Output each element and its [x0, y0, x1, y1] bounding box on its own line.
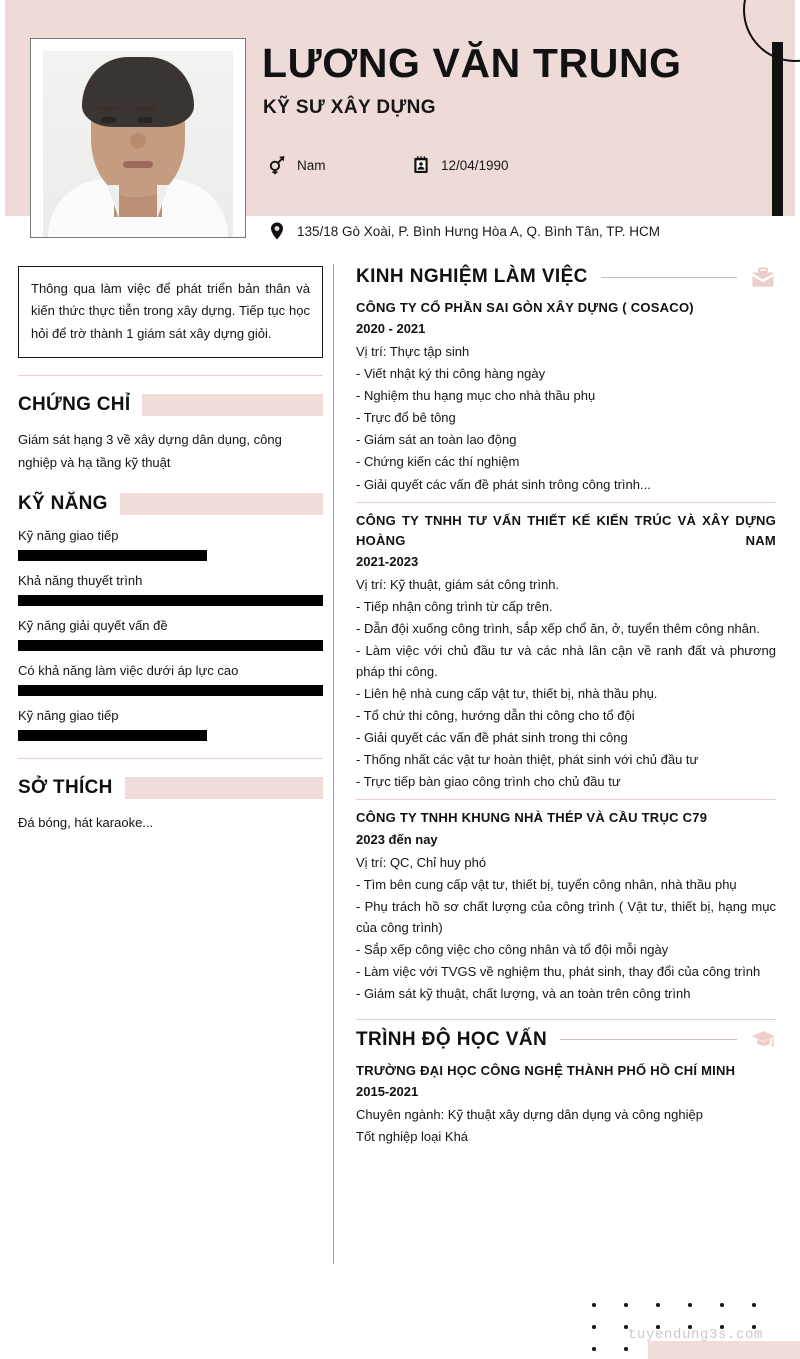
experience-date: 2021-2023	[356, 553, 419, 569]
certificates-title: CHỨNG CHỈ	[18, 394, 131, 416]
contact-gender	[266, 154, 326, 176]
photo-collar-left	[107, 185, 119, 219]
experience-line: - Dẫn đội xuống công trình, sắp xếp chổ ăn, ở, tuyển thêm công nhân.	[356, 621, 760, 637]
education-title: TRÌNH ĐỘ HỌC VẤN	[356, 1028, 548, 1050]
experience-line: - Nghiệm thu hạng mục cho nhà thầu phụ	[356, 388, 596, 404]
skill-track	[18, 640, 323, 651]
profile-photo-frame	[30, 38, 246, 238]
skill-label: Kỹ năng giải quyết vấn đề	[18, 617, 168, 633]
photo-collar-right	[157, 185, 169, 219]
hobbies-text: Đá bóng, hát karaoke...	[18, 814, 154, 830]
right-column	[356, 266, 776, 1158]
experience-title: KINH NGHIỆM LÀM VIỆC	[356, 266, 588, 287]
photo-nose	[130, 133, 146, 149]
contact-address	[266, 220, 660, 242]
experience-line: - Tiếp nhận công trình từ cấp trên.	[356, 598, 553, 614]
experience-line: - Tìm bên cung cấp vật tư, thiết bị, tuyển công nhân, nhà thầu phụ	[356, 876, 737, 892]
skill-fill	[18, 640, 323, 651]
certificates-title-bar	[142, 394, 323, 416]
experience-heading	[356, 266, 776, 288]
briefcase-icon	[750, 266, 776, 288]
experience-line: - Phụ trách hồ sơ chất lượng của công trình ( Vật tư, thiết bị, hạng mục của công trình)	[356, 898, 776, 935]
dot	[752, 1303, 756, 1307]
divider-before-hobbies	[18, 758, 323, 759]
education-heading	[356, 1029, 776, 1051]
experience-org: CÔNG TY TNHH KHUNG NHÀ THÉP VÀ CẦU TRỤC C79	[356, 810, 708, 826]
experience-line: - Sắp xếp công việc cho công nhân và tổ đội mỗi ngày	[356, 941, 669, 957]
skill-item	[18, 573, 323, 606]
photo-eye-left	[101, 117, 116, 123]
hobbies-title: SỞ THÍCH	[18, 776, 113, 798]
photo-brow-right	[136, 107, 156, 111]
education-heading-rule	[560, 1039, 737, 1040]
skill-fill	[18, 685, 323, 696]
experience-entry	[356, 502, 776, 800]
experience-line: - Trực đổ bê tông	[356, 410, 456, 426]
skill-item	[18, 708, 323, 741]
experience-line: - Chứng kiến các thí nghiệm	[356, 454, 520, 470]
experience-entry	[356, 799, 776, 1011]
experience-line: - Giám sát kỹ thuật, chất lượng, và an toàn trên công trình	[356, 985, 691, 1001]
section-hobbies	[18, 777, 323, 835]
skills-title-bar	[120, 493, 323, 515]
photo-hair	[82, 57, 194, 127]
experience-heading-rule	[601, 277, 737, 278]
section-experience	[356, 266, 776, 1011]
candidate-job-title: KỸ SƯ XÂY DỰNG	[263, 97, 436, 118]
certificates-heading	[18, 394, 323, 416]
skill-label: Khả năng thuyết trình	[18, 572, 143, 588]
skill-track	[18, 685, 323, 696]
id-card-icon	[410, 154, 432, 176]
column-divider	[333, 264, 334, 1264]
contact-dob-value: 12/04/1990	[441, 157, 509, 173]
certificates-text: Giám sát hạng 3 về xây dựng dân dụng, công nghiệp và hạ tầng kỹ thuật	[18, 432, 282, 470]
decorative-vertical-bar	[772, 42, 783, 216]
photo-brow-left	[98, 107, 118, 111]
skill-track	[18, 595, 323, 606]
photo-mouth	[123, 161, 153, 168]
contact-address-value: 135/18 Gò Xoài, P. Bình Hưng Hòa A, Q. Bình Tân, TP. HCM	[297, 223, 660, 239]
dot	[624, 1347, 628, 1351]
experience-org: CÔNG TY TNHH TƯ VẤN THIẾT KẾ KIẾN TRÚC VÀ XÂY DỰNG HOÀNG NAM	[356, 512, 776, 548]
skill-fill	[18, 595, 323, 606]
candidate-name: LƯƠNG VĂN TRUNG	[262, 40, 682, 86]
skill-track	[18, 730, 323, 741]
dot	[592, 1347, 596, 1351]
experience-line: - Làm việc với TVGS về nghiệm thu, phát sinh, thay đổi của công trình	[356, 963, 761, 979]
skill-label: Kỹ năng giao tiếp	[18, 707, 119, 723]
skill-item	[18, 528, 323, 561]
dot	[624, 1325, 628, 1329]
contact-dob	[410, 154, 509, 176]
hobbies-heading	[18, 777, 323, 799]
education-entry	[356, 1061, 776, 1154]
education-line: Chuyên ngành: Kỹ thuật xây dựng dân dụng và công nghiệp	[356, 1107, 703, 1123]
skill-track	[18, 550, 323, 561]
skill-label: Có khả năng làm việc dưới áp lực cao	[18, 662, 239, 678]
dot	[624, 1303, 628, 1307]
experience-line: - Giải quyết các vấn đề phát sinh trong thi công	[356, 730, 628, 746]
graduation-cap-icon	[750, 1029, 776, 1051]
experience-line: - Giải quyết các vấn đề phát sinh trông công trình...	[356, 476, 651, 492]
experience-line: - Thống nhất các vật tư hoàn thiệt, phát sinh với chủ đầu tư	[356, 752, 699, 768]
education-line: Tốt nghiệp loại Khá	[356, 1129, 469, 1145]
watermark-band	[648, 1341, 800, 1359]
experience-line: - Tổ chứ thi công, hướng dẫn thi công cho tổ đội	[356, 708, 635, 724]
section-certificates	[18, 394, 323, 475]
experience-line: Vị trí: QC, Chỉ huy phó	[356, 854, 487, 870]
experience-date: 2020 - 2021	[356, 321, 426, 337]
divider-after-objective	[18, 375, 323, 376]
dot	[656, 1303, 660, 1307]
education-org: TRƯỜNG ĐẠI HỌC CÔNG NGHỆ THÀNH PHỐ HỒ CHÍ MINH	[356, 1062, 736, 1078]
watermark-text: tuyendung3s.com	[628, 1327, 764, 1343]
dot	[592, 1325, 596, 1329]
location-pin-icon	[266, 220, 288, 242]
experience-entry	[356, 298, 776, 502]
dot	[720, 1303, 724, 1307]
skill-item	[18, 663, 323, 696]
experience-line: - Làm việc với chủ đầu tư và các nhà lân cận về ranh đất và phương pháp thi công.	[356, 643, 776, 680]
section-education	[356, 1019, 776, 1154]
contact-gender-value: Nam	[297, 157, 326, 173]
skills-heading	[18, 493, 323, 515]
skills-title: KỸ NĂNG	[18, 492, 108, 514]
section-skills	[18, 493, 323, 741]
dot	[688, 1303, 692, 1307]
experience-line: - Viết nhật ký thi công hàng ngày	[356, 366, 546, 382]
dot	[592, 1303, 596, 1307]
left-column	[18, 266, 323, 834]
skill-fill	[18, 730, 207, 741]
gender-icon	[266, 154, 288, 176]
skill-item	[18, 618, 323, 651]
experience-line: - Liên hệ nhà cung cấp vật tư, thiết bị, nhà thầu phụ.	[356, 686, 658, 702]
skill-fill	[18, 550, 207, 561]
photo-eye-right	[138, 117, 153, 123]
objective-box	[18, 266, 323, 358]
experience-date: 2023 đến nay	[356, 831, 438, 847]
profile-photo	[43, 51, 233, 237]
objective-text: Thông qua làm việc để phát triển bản thân và kiến thức thực tiễn trong xây dựng. Tiếp tục học hỏi để trờ thành 1 giám sát xây dựng giỏi.	[31, 281, 310, 341]
skill-label: Kỹ năng giao tiếp	[18, 527, 119, 543]
experience-line: Vị trí: Kỹ thuật, giám sát công trình.	[356, 576, 560, 592]
experience-org: CÔNG TY CỔ PHẦN SAI GÒN XÂY DỰNG ( COSACO)	[356, 300, 694, 315]
education-date: 2015-2021	[356, 1084, 419, 1100]
experience-line: - Trực tiếp bàn giao công trình cho chủ đầu tư	[356, 774, 621, 790]
hobbies-title-bar	[125, 777, 323, 799]
experience-line: Vị trí: Thực tập sinh	[356, 344, 470, 360]
experience-line: - Giám sát an toàn lao động	[356, 432, 517, 448]
